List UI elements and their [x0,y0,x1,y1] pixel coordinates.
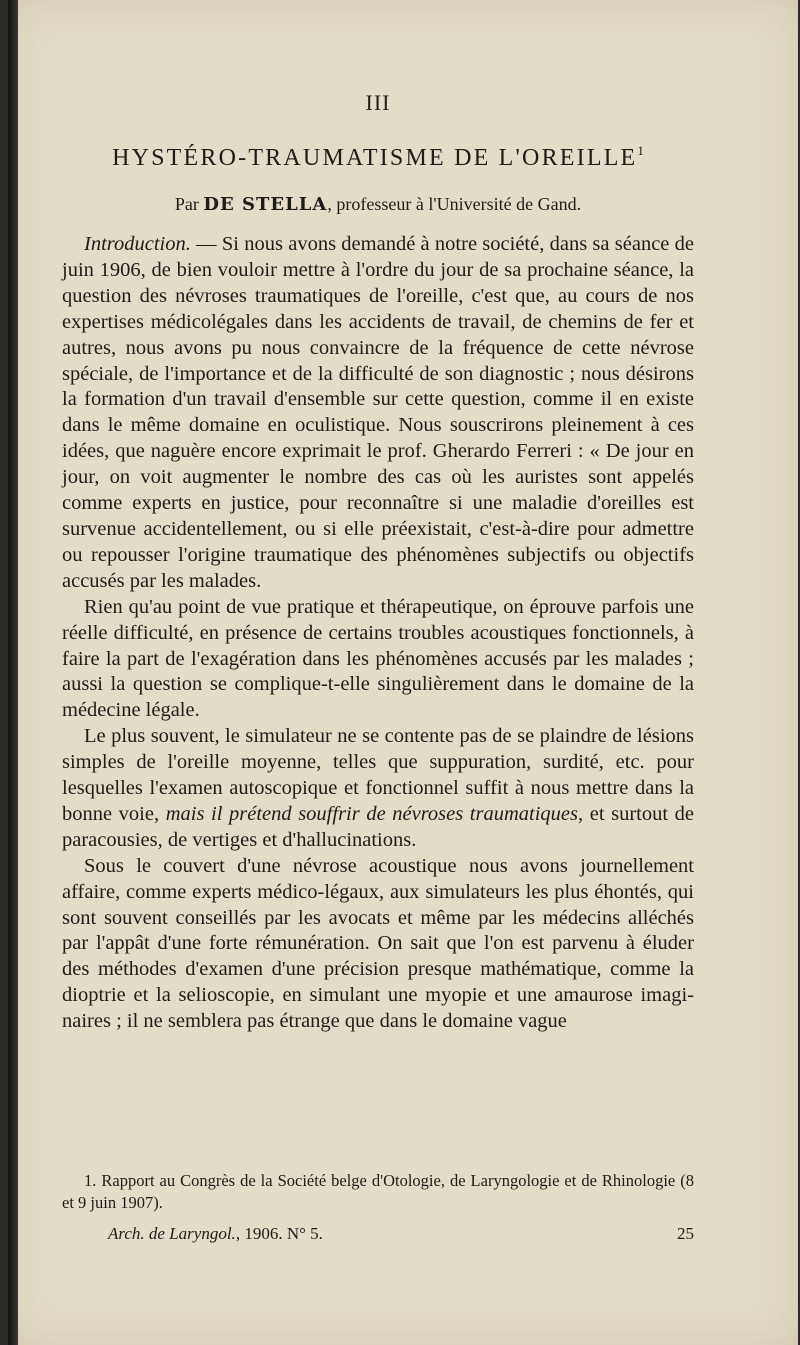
paragraph-2: Rien qu'au point de vue pratique et thérapeutique, on éprouve parfois une réelle difficulté, en présence de certains troubles acoustiques fonctionnels, à faire la part de l'exagération dans les phénomènes accusés par les malades ; aussi la question se complique-t-elle singulièrement dans le domaine de la médecine légale. [62,595,694,722]
article-title-text: HYSTÉRO-TRAUMATISME DE L'OREILLE [112,145,638,171]
byline [62,194,694,215]
book-page [8,0,798,1345]
paragraph-1-text: — Si nous avons demandé à notre société, dans sa séance de juin 1906, de bien vouloir mettre à l'ordre du jour de sa prochaine séance, la question des névroses traumatiques de l'oreille, c'est que, au cours de nos expertises médicolégales dans les accidents de travail, de chemins de fer et autres, nous avons pu nous convaincre de la fréquence de cette névrose spéciale, de l'importance et de la difficulté de son diagnostic ; nous désirons la formation d'un travail d'ensemble sur cette question, comme il en existe dans le même domaine en oculistique. Nous souscrirons pleinement à ces idées, que naguère encore exprimait le prof. Gherardo Ferreri : « De jour en jour, on voit augmenter le nombre des cas où les auristes sont appelés comme experts en justice, pour reconnaître si une maladie d'oreilles est survenue accidentellement, ou si elle préexistait, c'est-à-dire pour admettre ou repousser l'origine traumatique des phénomènes subjectifs ou objectifs accusés par les malades. [62,233,694,592]
byline-affiliation: , professeur à l'Université de Gand. [327,194,582,214]
byline-prefix: Par [174,194,204,214]
footnotes [62,1170,694,1214]
paragraph-3-text-b: , et surtout de paracousies, de vertiges et d'hallucinations. [62,802,694,851]
journal-issue: , 1906. N° 5. [235,1224,323,1243]
paragraph-3-text-a: Le plus souvent, le simulateur ne se contente pas de se plaindre de lésions simples de l'oreille moyenne, telles que suppuration, surdité, etc. pour lesquelles l'examen autoscopique et fonctionnel suffit à nous mettre dans la bonne voie, [62,725,694,825]
chapter-number: III [365,90,391,115]
text-block [62,0,694,1345]
article-body [62,232,694,1035]
journal-citation [108,1224,323,1244]
footnote-1: 1. Rapport au Congrès de la Société belge d'Otologie, de Laryngologie et de Rhinologie (8 et 9 juin 1907). [62,1171,694,1212]
journal-name: Arch. de Laryngol. [108,1224,236,1243]
page-number: 25 [677,1224,694,1243]
author-name: DE STELLA [203,194,328,215]
title-footnote-mark: 1 [637,143,644,158]
paragraph-3-italic: mais il prétend souffrir de névroses traumatiques [165,802,579,825]
introduction-heading: Introduction. [84,233,191,255]
paragraph-introduction [62,232,694,595]
article-title [62,143,694,172]
paragraph-3 [62,724,694,854]
paragraph-4: Sous le couvert d'une névrose acoustique nous avons journellement affaire, comme experts médico-légaux, aux simulateurs les plus éhontés, qui sont souvent conseillés par les avocats et même par les médecins alléchés par l'appât d'une forte rémunération. On sait que l'on est parvenu à éluder des méthodes d'examen d'une précision presque mathématique, comme la dioptrie et la selioscopie, en simulant une myopie et une amaurose imaginaires ; il ne semblera pas étrange que dans le domaine vague [62,854,694,1033]
page-binding-edge [8,0,18,1345]
